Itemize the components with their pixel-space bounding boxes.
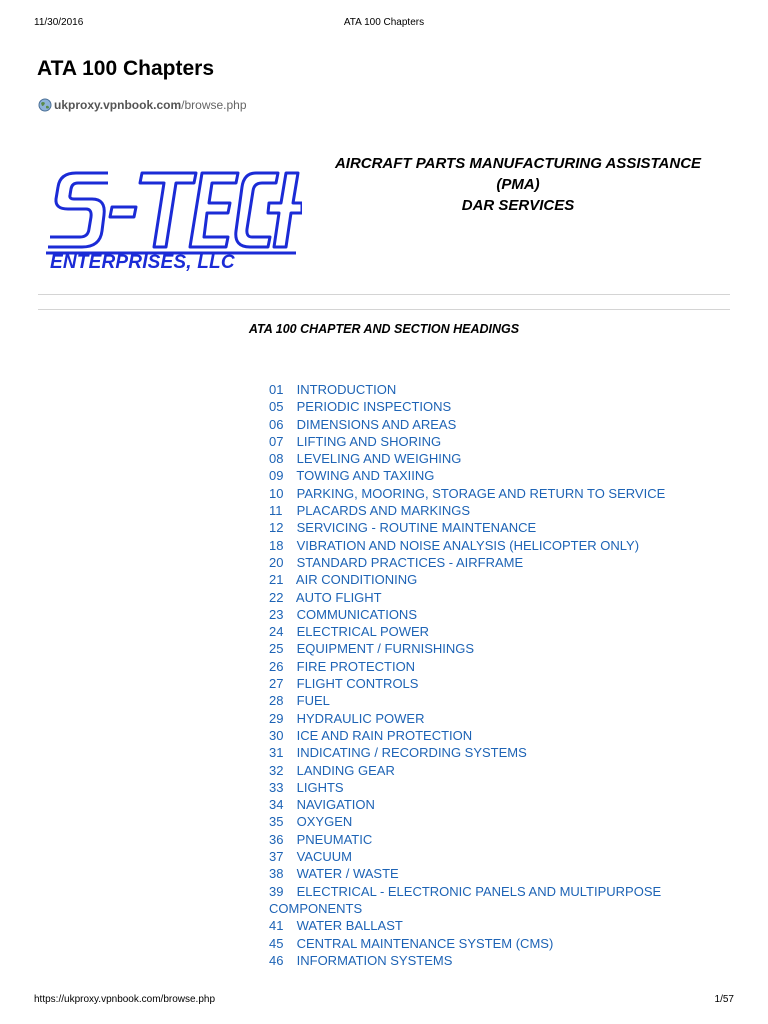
chapter-title: SERVICING - ROUTINE MAINTENANCE xyxy=(296,520,537,536)
chapter-link[interactable] xyxy=(269,451,461,466)
chapter-title: INFORMATION SYSTEMS xyxy=(296,952,453,968)
chapter-title: PERIODIC INSPECTIONS xyxy=(296,399,452,415)
chapter-title: NAVIGATION xyxy=(296,797,375,813)
chapter-number: 35 xyxy=(269,814,284,830)
chapter-link[interactable] xyxy=(269,953,452,968)
chapter-number: 08 xyxy=(269,451,284,467)
print-header xyxy=(34,17,734,31)
source-url[interactable] xyxy=(38,98,247,112)
section-heading: ATA 100 CHAPTER AND SECTION HEADINGS xyxy=(248,322,520,336)
chapter-number: 12 xyxy=(269,520,284,536)
chapter-number: 30 xyxy=(269,727,284,743)
chapter-link[interactable] xyxy=(269,659,415,674)
chapter-title: FIRE PROTECTION xyxy=(296,658,416,674)
chapter-item xyxy=(269,813,714,830)
chapter-number: 36 xyxy=(269,831,284,847)
chapter-number: 45 xyxy=(269,935,284,951)
chapter-item xyxy=(269,433,714,450)
chapter-title: LEVELING AND WEIGHING xyxy=(296,451,462,467)
chapter-link[interactable] xyxy=(269,468,434,483)
chapter-link[interactable] xyxy=(269,676,418,691)
chapter-item xyxy=(269,606,714,623)
chapter-title: HYDRAULIC POWER xyxy=(296,710,425,726)
chapter-number: 24 xyxy=(269,624,284,640)
print-date: 11/30/2016 xyxy=(34,17,84,28)
chapter-title: FLIGHT CONTROLS xyxy=(296,676,419,692)
chapter-title: TOWING AND TAXIING xyxy=(296,468,435,484)
chapter-number: 37 xyxy=(269,849,284,865)
chapter-item xyxy=(269,710,714,727)
chapter-link[interactable] xyxy=(269,503,470,518)
chapter-number: 07 xyxy=(269,433,284,449)
chapter-item xyxy=(269,883,714,918)
chapter-list xyxy=(269,381,714,969)
chapter-title: ELECTRICAL POWER xyxy=(296,624,430,640)
chapter-item xyxy=(269,762,714,779)
globe-icon xyxy=(38,98,52,112)
chapter-title: AIR CONDITIONING xyxy=(295,572,418,588)
chapter-item xyxy=(269,658,714,675)
divider xyxy=(38,309,730,310)
chapter-link[interactable] xyxy=(269,486,665,501)
chapter-number: 18 xyxy=(269,537,284,553)
chapter-number: 46 xyxy=(269,952,284,968)
chapter-link[interactable] xyxy=(269,745,527,760)
chapter-link[interactable] xyxy=(269,936,553,951)
chapter-link[interactable] xyxy=(269,520,536,535)
chapter-title: AUTO FLIGHT xyxy=(295,589,382,605)
chapter-title: INDICATING / RECORDING SYSTEMS xyxy=(296,745,527,761)
chapter-title: INTRODUCTION xyxy=(296,382,397,397)
chapter-title: PLACARDS AND MARKINGS xyxy=(296,503,470,519)
page-title: ATA 100 Chapters xyxy=(37,57,214,80)
chapter-link[interactable] xyxy=(269,918,403,933)
chapter-item xyxy=(269,848,714,865)
chapter-number: 05 xyxy=(269,399,284,415)
chapter-title: EQUIPMENT / FURNISHINGS xyxy=(296,641,475,657)
chapter-item xyxy=(269,623,714,640)
chapter-number: 34 xyxy=(269,797,284,813)
chapter-title: OXYGEN xyxy=(296,814,353,830)
chapter-title: ELECTRICAL - ELECTRONIC PANELS AND MULTIPURPOSE COMPONENTS xyxy=(269,883,662,916)
chapter-link[interactable] xyxy=(269,866,399,881)
chapter-item xyxy=(269,952,714,969)
chapter-number: 09 xyxy=(269,468,284,484)
chapter-item xyxy=(269,502,714,519)
source-path: /browse.php xyxy=(181,98,247,112)
chapter-number: 11 xyxy=(269,503,283,519)
chapter-link[interactable] xyxy=(269,780,344,795)
chapter-title: WATER / WASTE xyxy=(296,866,399,882)
chapter-item xyxy=(269,485,714,502)
chapter-title: LIFTING AND SHORING xyxy=(296,433,442,449)
chapter-link[interactable] xyxy=(269,797,375,812)
chapter-number: 10 xyxy=(269,485,284,501)
chapter-number: 28 xyxy=(269,693,284,709)
chapter-link[interactable] xyxy=(269,555,523,570)
chapter-item xyxy=(269,398,714,415)
services-banner xyxy=(312,153,724,216)
chapter-link[interactable] xyxy=(269,693,330,708)
chapter-item xyxy=(269,727,714,744)
chapter-item xyxy=(269,554,714,571)
chapter-item xyxy=(269,537,714,554)
chapter-title: LANDING GEAR xyxy=(296,762,395,778)
chapter-number: 38 xyxy=(269,866,284,882)
chapter-number: 01 xyxy=(269,382,284,397)
banner-line-3: DAR SERVICES xyxy=(461,197,575,214)
chapter-item xyxy=(269,744,714,761)
chapter-item xyxy=(269,381,714,398)
chapter-item xyxy=(269,467,714,484)
chapter-title: ICE AND RAIN PROTECTION xyxy=(296,727,473,743)
chapter-number: 23 xyxy=(269,606,284,622)
chapter-link[interactable] xyxy=(269,641,474,656)
chapter-title: STANDARD PRACTICES - AIRFRAME xyxy=(296,554,524,570)
chapter-title: VIBRATION AND NOISE ANALYSIS (HELICOPTER ONLY) xyxy=(296,537,640,553)
chapter-item xyxy=(269,917,714,934)
chapter-item xyxy=(269,692,714,709)
chapter-link[interactable] xyxy=(269,538,639,553)
chapter-number: 33 xyxy=(269,779,284,795)
chapter-link[interactable] xyxy=(269,434,441,449)
banner-line-1: AIRCRAFT PARTS MANUFACTURING ASSISTANCE xyxy=(334,155,702,172)
chapter-link[interactable] xyxy=(269,849,352,864)
chapter-title: VACUUM xyxy=(296,849,352,865)
chapter-title: FUEL xyxy=(296,693,330,709)
chapter-number: 41 xyxy=(269,918,284,934)
chapter-link[interactable] xyxy=(269,382,396,397)
chapter-number: 20 xyxy=(269,554,284,570)
chapter-link[interactable] xyxy=(269,832,372,847)
chapter-number: 32 xyxy=(269,762,284,778)
chapter-number: 06 xyxy=(269,416,284,432)
chapter-link[interactable] xyxy=(269,728,472,743)
chapter-number: 21 xyxy=(269,572,284,588)
chapter-link[interactable] xyxy=(269,607,417,622)
chapter-link[interactable] xyxy=(269,884,661,916)
chapter-number: 39 xyxy=(269,883,284,899)
chapter-link[interactable] xyxy=(269,711,424,726)
chapter-number: 27 xyxy=(269,676,284,692)
chapter-item xyxy=(269,571,714,588)
chapter-link[interactable] xyxy=(269,572,417,587)
source-domain: ukproxy.vpnbook.com xyxy=(54,98,182,112)
chapter-link[interactable] xyxy=(269,590,382,605)
chapter-title: PNEUMATIC xyxy=(296,831,373,847)
page-number: 1/57 xyxy=(714,994,734,1005)
chapter-item xyxy=(269,865,714,882)
chapter-number: 22 xyxy=(269,589,284,605)
banner-line-2: (PMA) xyxy=(496,176,540,193)
chapter-link[interactable] xyxy=(269,399,451,414)
chapter-number: 29 xyxy=(269,710,284,726)
chapter-title: LIGHTS xyxy=(296,779,344,795)
chapter-title: PARKING, MOORING, STORAGE AND RETURN TO SERVICE xyxy=(296,485,666,501)
chapter-link[interactable] xyxy=(269,814,352,829)
chapter-item xyxy=(269,450,714,467)
chapter-link[interactable] xyxy=(269,417,456,432)
chapter-item xyxy=(269,640,714,657)
divider xyxy=(38,294,730,295)
chapter-item xyxy=(269,935,714,952)
chapter-title: COMMUNICATIONS xyxy=(296,606,417,622)
chapter-item xyxy=(269,589,714,606)
chapter-number: 26 xyxy=(269,658,284,674)
chapter-title: WATER BALLAST xyxy=(296,918,403,934)
print-header-title: ATA 100 Chapters xyxy=(343,17,425,28)
print-footer xyxy=(34,994,734,1008)
chapter-item xyxy=(269,519,714,536)
print-url: https://ukproxy.vpnbook.com/browse.php xyxy=(34,994,216,1005)
chapter-item xyxy=(269,416,714,433)
chapter-item xyxy=(269,675,714,692)
chapter-item xyxy=(269,779,714,796)
chapter-title: DIMENSIONS AND AREAS xyxy=(296,416,457,432)
chapter-item xyxy=(269,831,714,848)
chapter-number: 31 xyxy=(269,745,284,761)
chapter-title: CENTRAL MAINTENANCE SYSTEM (CMS) xyxy=(296,935,554,951)
chapter-link[interactable] xyxy=(269,624,429,639)
logo-company-name: ENTERPRISES, LLC xyxy=(50,252,235,273)
chapter-link[interactable] xyxy=(269,763,395,778)
chapter-item xyxy=(269,796,714,813)
chapter-number: 25 xyxy=(269,641,284,657)
